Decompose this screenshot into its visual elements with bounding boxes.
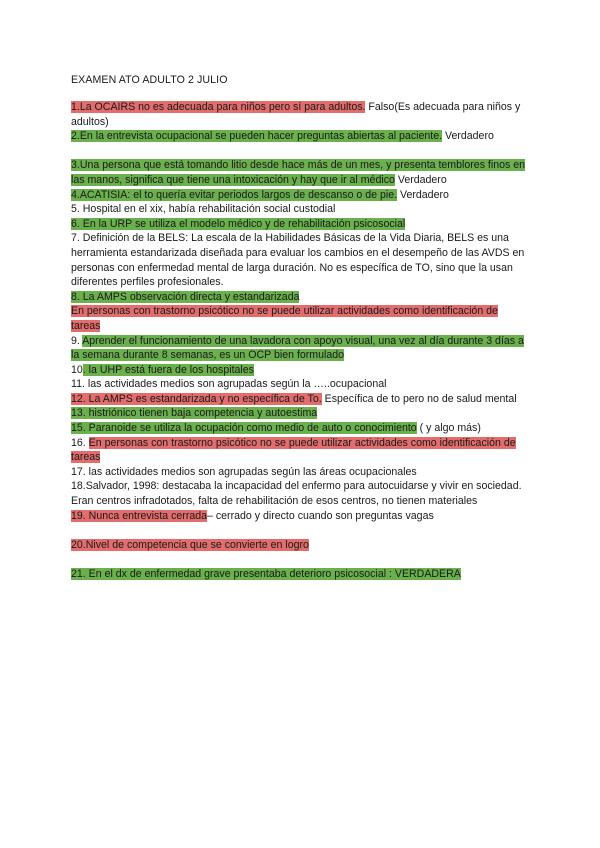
item-4-answer: Verdadero	[397, 188, 449, 201]
item-18: 18.Salvador, 1998: destacaba la incapacidad del enfermo para autocuidarse y vivir en sociedad. Eran centros infradotados, falta de rehabilitación de esos centros, no tienen materiales	[71, 480, 522, 508]
item-4	[71, 188, 527, 203]
item-12-answer: Específica de to pero no de salud mental	[321, 392, 517, 405]
item-16	[71, 436, 527, 465]
spacer	[71, 144, 527, 159]
item-9-highlight: Aprender el funcionamiento de una lavadora con apoyo visual, una vez al día durante 3 días a la semana durante 8 semanas, es un OCP bien formulado	[71, 334, 524, 362]
item-1-highlight: 1.La OCAIRS no es adecuada para niños pero sí para adultos.	[71, 101, 366, 113]
item-11: 11. las actividades medios son agrupadas según la …..ocupacional	[71, 378, 387, 391]
item-1	[71, 100, 527, 129]
item-3-answer: Verdadero	[394, 173, 447, 186]
item-5: 5. Hospital en el xix, había rehabilitación social custodial	[71, 203, 336, 216]
document-title: EXAMEN ATO ADULTO 2 JULIO	[71, 74, 228, 86]
item-10-highlight: . la UHP está fuera de los hospitales	[82, 363, 254, 376]
item-16-highlight: En personas con trastorno psicótico no se puede utilizar actividades como identificación de tareas	[71, 436, 516, 464]
item-17: 17. las actividades medios son agrupadas según las áreas ocupacionales	[71, 465, 417, 478]
item-10	[71, 363, 527, 378]
item-13-highlight: 13. histriónico tienen baja competencia y autoestima	[71, 407, 318, 420]
item-16-number: 16.	[71, 436, 89, 449]
item-8b	[71, 304, 527, 333]
item-20-highlight: 20.Nivel de competencia que se convierte en logro	[71, 538, 309, 551]
item-19-answer: – cerrado y directo cuando son preguntas vagas	[207, 509, 434, 522]
item-8	[71, 290, 527, 305]
item-13	[71, 406, 527, 421]
item-15-highlight: 15. Paranoide se utiliza la ocupación como medio de auto o conocimiento	[71, 422, 417, 435]
item-10-number: 10	[71, 363, 83, 376]
item-8-highlight: 8. La AMPS observación directa y estandarizada	[71, 290, 300, 303]
item-6	[71, 217, 527, 232]
item-2	[71, 129, 527, 144]
item-1-answer: Falso(Es adecuada para niños y adultos)	[71, 101, 521, 128]
item-21	[71, 567, 527, 582]
item-15-answer: ( y algo más)	[416, 422, 481, 435]
item-21-highlight: 21. En el dx de enfermedad grave presentaba deterioro psicosocial : VERDADERA	[71, 568, 461, 580]
item-6-highlight: 6. En la URP se utiliza el modelo médico y de rehabilitación psicosocial	[71, 217, 406, 230]
item-2-highlight: 2.En la entrevista ocupacional se pueden hacer preguntas abiertas al paciente.	[71, 130, 443, 143]
item-3	[71, 158, 527, 187]
item-12	[71, 392, 527, 407]
item-9-number: 9.	[71, 334, 83, 347]
item-19-highlight: 19. Nunca entrevista cerrada	[71, 509, 208, 522]
item-15	[71, 421, 527, 436]
item-2-answer: Verdadero	[442, 130, 494, 143]
item-20	[71, 538, 527, 553]
item-3-highlight: 3.Una persona que está tomando litio desde hace más de un mes, y presenta temblores finos en las manos, significa que tiene una intoxicación y hay que ir al médico	[71, 159, 526, 186]
item-9	[71, 334, 527, 363]
item-8b-highlight: En personas con trastorno psicótico no se puede utilizar actividades como identificación de tareas	[71, 305, 498, 332]
item-19	[71, 509, 527, 524]
document-body	[71, 100, 527, 582]
spacer	[71, 552, 527, 567]
item-7: 7. Definición de la BELS: La escala de la Habilidades Básicas de la Vida Diaria, BELS es una herramienta estandarizada diseñada para evaluar los cambios en el desempeño de las AVDS en personas con enfermedad mental de larga duración. No es específica de TO, sino que la usan diferentes perfiles profesionales.	[71, 232, 525, 289]
item-12-highlight: 12. La AMPS es estandarizada y no específica de To.	[71, 392, 322, 405]
spacer	[71, 523, 527, 538]
item-4-highlight: 4.ACATISIA: el to quería evitar periodos largos de descanso o de pie.	[71, 188, 398, 201]
